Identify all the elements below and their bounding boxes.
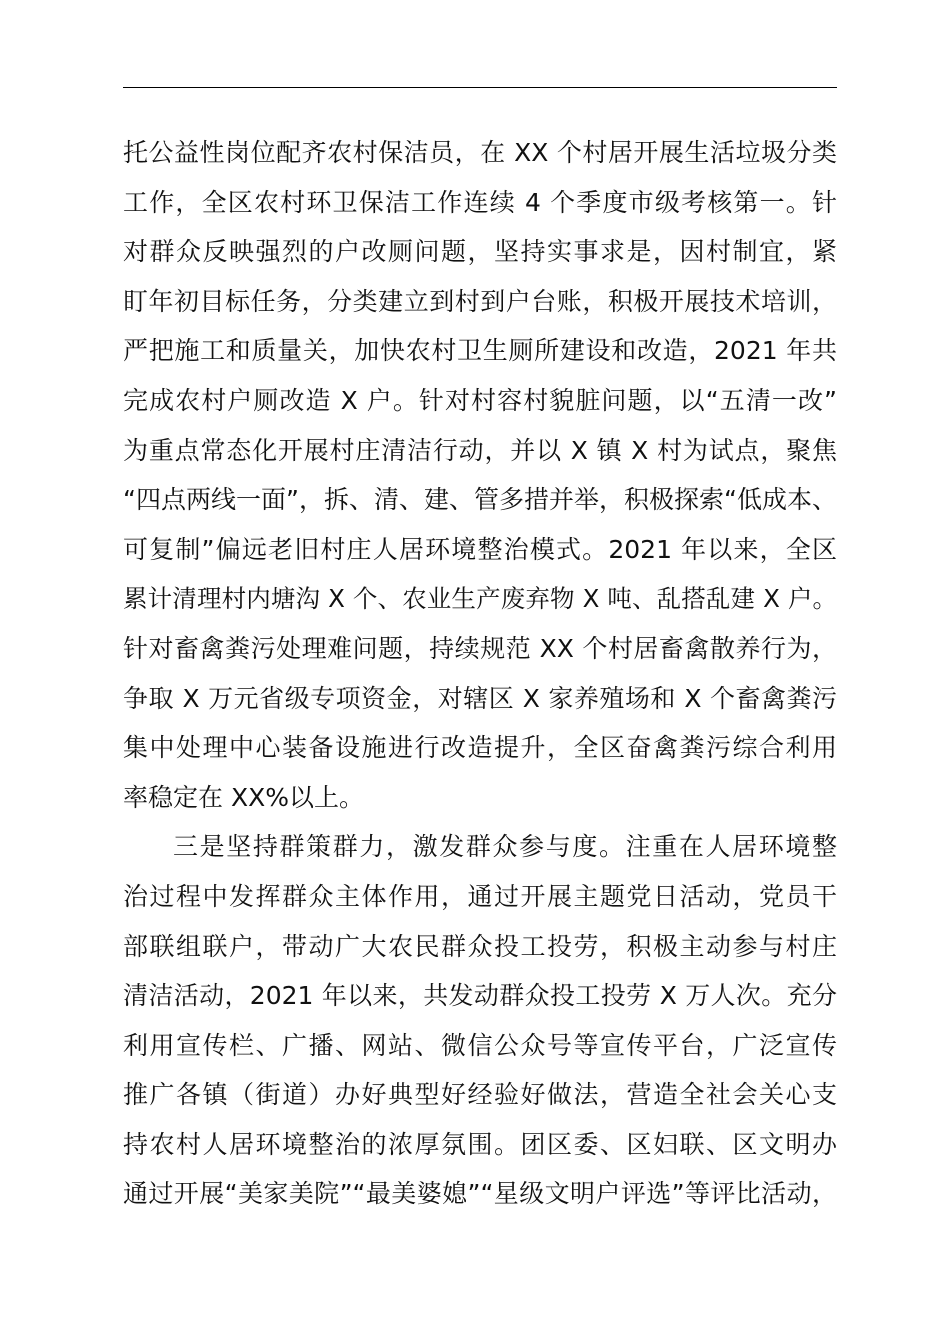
text-line: 针对畜禽粪污处理难问题，持续规范 XX 个村居畜禽散养行为， xyxy=(123,633,837,663)
text-line: 部联组联户，带动广大农民群众投工投劳，积极主动参与村庄 xyxy=(123,931,837,961)
text-line: 集中处理中心装备设施进行改造提升，全区奋禽粪污综合利用 xyxy=(123,733,837,763)
text-line: 托公益性岗位配齐农村保洁员，在 XX 个村居开展生活垃圾分类 xyxy=(123,138,837,167)
text-line: 工作，全区农村环卫保洁工作连续 4 个季度市级考核第一。针 xyxy=(123,187,837,217)
text-line: 对群众反映强烈的户改厕问题，坚持实事求是，因村制宜，紧 xyxy=(123,237,837,267)
text-line: 盯年初目标任务，分类建立到村到户台账，积极开展技术培训， xyxy=(123,286,837,316)
text-line: 利用宣传栏、广播、网站、微信公众号等宣传平台，广泛宣传 xyxy=(123,1030,837,1060)
text-line: 持农村人居环境整治的浓厚氛围。团区委、区妇联、区文明办 xyxy=(123,1129,837,1159)
text-line: 累计清理村内塘沟 X 个、农业生产废弃物 X 吨、乱搭乱建 X 户。 xyxy=(123,584,837,614)
text-line: 通过开展“美家美院”“最美婆媳”“星级文明户评选”等评比活动， xyxy=(123,1179,837,1209)
text-line: 争取 X 万元省级专项资金，对辖区 X 家养殖场和 X 个畜禽粪污 xyxy=(123,683,837,713)
text-line: “四点两线一面”，拆、清、建、管多措并举，积极探索“低成本、 xyxy=(123,485,837,515)
text-line: 清洁活动，2021 年以来，共发动群众投工投劳 X 万人次。充分 xyxy=(123,981,837,1011)
text-line: 完成农村户厕改造 X 户。针对村容村貌脏问题，以“五清一改” xyxy=(123,385,837,415)
text-line: 严把施工和质量关，加快农村卫生厕所建设和改造，2021 年共 xyxy=(123,336,837,366)
text-line: 可复制”偏远老旧村庄人居环境整治模式。2021 年以来，全区 xyxy=(123,534,837,564)
paragraph-start-line: 三是坚持群策群力，激发群众参与度。注重在人居环境整 xyxy=(173,832,837,862)
text-line: 为重点常态化开展村庄清洁行动，并以 X 镇 X 村为试点，聚焦 xyxy=(123,435,837,465)
header-rule xyxy=(123,87,837,88)
paragraph-end-line: 率稳定在 XX%以上。 xyxy=(123,782,364,812)
body-text xyxy=(123,128,837,1219)
text-line: 推广各镇（街道）办好典型好经验好做法，营造全社会关心支 xyxy=(123,1080,837,1110)
text-line: 治过程中发挥群众主体作用，通过开展主题党日活动，党员干 xyxy=(123,881,837,911)
